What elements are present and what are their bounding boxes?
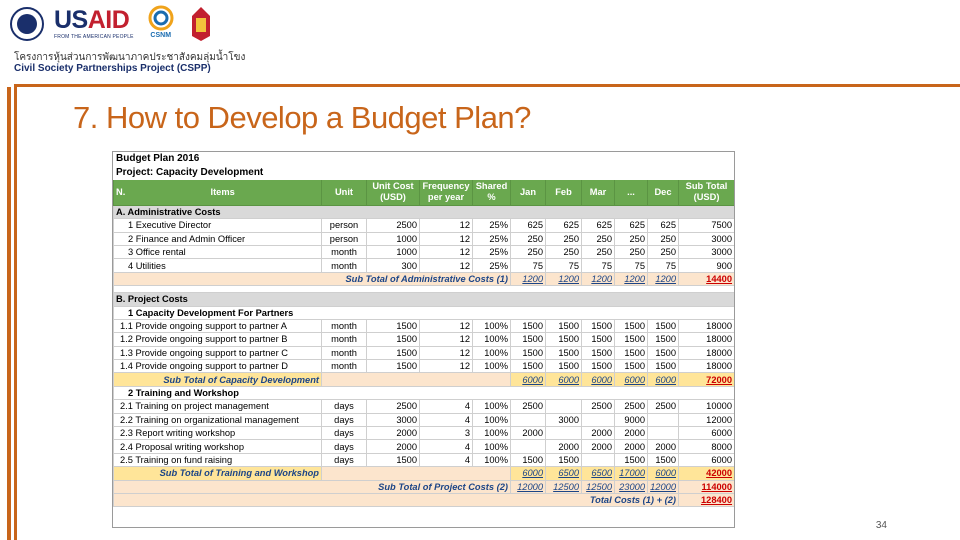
cell-jan: 625 xyxy=(511,219,546,232)
cell-mar: 2500 xyxy=(582,400,615,413)
usaid-seal-icon xyxy=(10,7,44,41)
cell-dec: 1500 xyxy=(648,319,679,332)
admin-subtotal-ellipsis: 1200 xyxy=(615,272,648,285)
cell-unit-cost: 2500 xyxy=(367,400,420,413)
group-b1-row xyxy=(114,306,735,319)
cell-unit-cost: 1500 xyxy=(367,360,420,373)
cell-ellipsis: 2000 xyxy=(615,440,648,453)
cell-unit: days xyxy=(322,427,367,440)
cell-ellipsis: 1500 xyxy=(615,346,648,359)
cell-mar: 1500 xyxy=(582,333,615,346)
cell-mar: 1500 xyxy=(582,319,615,332)
cell-jan: 250 xyxy=(511,232,546,245)
cell-item: 1.1 Provide ongoing support to partner A xyxy=(114,319,322,332)
cell-shared: 100% xyxy=(473,400,511,413)
budget-table xyxy=(113,152,735,507)
cell-item: 2.3 Report writing workshop xyxy=(114,427,322,440)
left-bar-inner xyxy=(14,87,17,540)
cell-unit-cost: 1000 xyxy=(367,232,420,245)
cell-unit-cost: 2000 xyxy=(367,427,420,440)
sheet-title: Budget Plan 2016 xyxy=(116,153,200,165)
capacity-subtotal-mar: 6000 xyxy=(582,373,615,386)
page-number: 34 xyxy=(875,520,887,531)
cell-unit-cost: 1500 xyxy=(367,453,420,466)
cell-unit: month xyxy=(322,245,367,258)
budget-spreadsheet xyxy=(112,151,735,528)
column-header-row xyxy=(114,179,735,205)
cell-unit: person xyxy=(322,232,367,245)
admin-subtotal-row xyxy=(114,272,735,285)
table-row xyxy=(114,427,735,440)
spacer-cell xyxy=(114,286,735,293)
cell-shared: 100% xyxy=(473,346,511,359)
slide-title: 7. How to Develop a Budget Plan? xyxy=(73,100,531,135)
thai-project-name: โครงการหุ้นส่วนการพัฒนาภาคประชาสังคมลุ่มน้ำโขง xyxy=(14,52,246,63)
cell-jan: 1500 xyxy=(511,346,546,359)
cell-item: 2.5 Training on fund raising xyxy=(114,453,322,466)
cell-shared: 100% xyxy=(473,440,511,453)
project-subtotal-row xyxy=(114,480,735,493)
cell-ellipsis: 625 xyxy=(615,219,648,232)
cssm-name: CSNM xyxy=(150,32,172,39)
table-row xyxy=(114,333,735,346)
col-header-subtotal: Sub Total (USD) xyxy=(679,179,735,205)
grand-total-label: Total Costs (1) + (2) xyxy=(114,493,679,506)
cell-ellipsis: 1500 xyxy=(615,333,648,346)
cell-mar xyxy=(582,413,615,426)
slide-header xyxy=(0,0,960,80)
section-b-title: B. Project Costs xyxy=(114,293,735,306)
training-subtotal-feb: 6500 xyxy=(546,467,582,480)
cell-unit: days xyxy=(322,413,367,426)
table-row xyxy=(114,259,735,272)
cell-feb: 1500 xyxy=(546,346,582,359)
cell-feb: 75 xyxy=(546,259,582,272)
cell-unit-cost: 1500 xyxy=(367,346,420,359)
capacity-subtotal-gap xyxy=(322,373,511,386)
cell-feb: 1500 xyxy=(546,360,582,373)
cell-feb: 2000 xyxy=(546,440,582,453)
cell-jan xyxy=(511,413,546,426)
usaid-tagline: FROM THE AMERICAN PEOPLE xyxy=(54,34,134,40)
cell-unit: month xyxy=(322,360,367,373)
cell-shared: 100% xyxy=(473,413,511,426)
table-row xyxy=(114,245,735,258)
spacer-row xyxy=(114,286,735,293)
cell-unit: month xyxy=(322,259,367,272)
cell-unit-cost: 2500 xyxy=(367,219,420,232)
cell-shared: 25% xyxy=(473,259,511,272)
col-header-ellipsis: ... xyxy=(615,179,648,205)
cell-dec: 1500 xyxy=(648,346,679,359)
training-subtotal-total: 42000 xyxy=(679,467,735,480)
cell-item: 1.4 Provide ongoing support to partner D xyxy=(114,360,322,373)
cell-shared: 25% xyxy=(473,219,511,232)
cell-subtotal: 8000 xyxy=(679,440,735,453)
cell-item: 1.2 Provide ongoing support to partner B xyxy=(114,333,322,346)
cell-mar: 2000 xyxy=(582,427,615,440)
cell-ellipsis: 75 xyxy=(615,259,648,272)
training-subtotal-row xyxy=(114,467,735,480)
capacity-subtotal-feb: 6000 xyxy=(546,373,582,386)
group-b2-row xyxy=(114,386,735,399)
cell-item: 3 Office rental xyxy=(114,245,322,258)
cell-unit-cost: 2000 xyxy=(367,440,420,453)
sheet-project-row xyxy=(114,166,735,179)
col-header-unit: Unit xyxy=(322,179,367,205)
admin-subtotal-label: Sub Total of Administrative Costs (1) xyxy=(114,272,511,285)
cell-subtotal: 3000 xyxy=(679,245,735,258)
admin-subtotal-total: 14400 xyxy=(679,272,735,285)
admin-subtotal-feb: 1200 xyxy=(546,272,582,285)
header-divider xyxy=(14,84,960,87)
table-row xyxy=(114,346,735,359)
cell-feb: 1500 xyxy=(546,453,582,466)
col-header-items xyxy=(114,179,322,205)
cell-feb: 250 xyxy=(546,232,582,245)
section-a-row xyxy=(114,205,735,218)
cell-feb: 625 xyxy=(546,219,582,232)
cell-dec: 75 xyxy=(648,259,679,272)
cell-shared: 25% xyxy=(473,245,511,258)
usaid-logo xyxy=(54,8,134,40)
col-header-frequency: Frequency per year xyxy=(420,179,473,205)
cell-feb: 250 xyxy=(546,245,582,258)
capacity-subtotal-jan: 6000 xyxy=(511,373,546,386)
cell-unit: days xyxy=(322,453,367,466)
cell-jan: 250 xyxy=(511,245,546,258)
cell-shared: 100% xyxy=(473,453,511,466)
cell-subtotal: 7500 xyxy=(679,219,735,232)
cell-item: 2.4 Proposal writing workshop xyxy=(114,440,322,453)
grand-total-row xyxy=(114,493,735,506)
cell-dec xyxy=(648,427,679,440)
cell-ellipsis: 250 xyxy=(615,232,648,245)
table-row xyxy=(114,453,735,466)
cell-item: 4 Utilities xyxy=(114,259,322,272)
cell-frequency: 12 xyxy=(420,333,473,346)
cell-item: 2.2 Training on organizational management xyxy=(114,413,322,426)
project-subtotal-total: 114000 xyxy=(679,480,735,493)
capacity-subtotal-row xyxy=(114,373,735,386)
cell-jan: 75 xyxy=(511,259,546,272)
capacity-subtotal-ellipsis: 6000 xyxy=(615,373,648,386)
cell-shared: 100% xyxy=(473,333,511,346)
cell-frequency: 12 xyxy=(420,346,473,359)
cell-jan: 2000 xyxy=(511,427,546,440)
cssm-swirl-icon xyxy=(147,5,175,31)
cell-jan: 1500 xyxy=(511,319,546,332)
cell-shared: 100% xyxy=(473,360,511,373)
cell-unit: month xyxy=(322,333,367,346)
group-b2-title: 2 Training and Workshop xyxy=(114,386,735,399)
cell-dec: 625 xyxy=(648,219,679,232)
cell-mar: 625 xyxy=(582,219,615,232)
cell-unit: month xyxy=(322,319,367,332)
cell-frequency: 4 xyxy=(420,453,473,466)
cell-shared: 100% xyxy=(473,427,511,440)
col-header-items-label: Items xyxy=(210,186,235,197)
cell-frequency: 3 xyxy=(420,427,473,440)
table-row xyxy=(114,400,735,413)
grand-total-value: 128400 xyxy=(679,493,735,506)
cell-subtotal: 18000 xyxy=(679,346,735,359)
cell-dec xyxy=(648,413,679,426)
cell-feb xyxy=(546,427,582,440)
cell-unit-cost: 1000 xyxy=(367,245,420,258)
cell-feb: 3000 xyxy=(546,413,582,426)
table-row xyxy=(114,360,735,373)
col-header-jan: Jan xyxy=(511,179,546,205)
col-header-unit-cost: Unit Cost (USD) xyxy=(367,179,420,205)
cell-shared: 25% xyxy=(473,232,511,245)
cell-frequency: 12 xyxy=(420,259,473,272)
capacity-subtotal-dec: 6000 xyxy=(648,373,679,386)
section-b-row xyxy=(114,293,735,306)
cell-jan: 1500 xyxy=(511,360,546,373)
cell-feb xyxy=(546,400,582,413)
cell-frequency: 4 xyxy=(420,440,473,453)
cell-jan: 1500 xyxy=(511,453,546,466)
cell-unit-cost: 1500 xyxy=(367,333,420,346)
sheet-project: Project: Capacity Development xyxy=(116,166,264,178)
cell-unit-cost: 3000 xyxy=(367,413,420,426)
cell-subtotal: 900 xyxy=(679,259,735,272)
admin-subtotal-dec: 1200 xyxy=(648,272,679,285)
table-row xyxy=(114,440,735,453)
cell-dec: 1500 xyxy=(648,453,679,466)
cell-mar: 250 xyxy=(582,232,615,245)
cell-ellipsis: 250 xyxy=(615,245,648,258)
cell-mar: 75 xyxy=(582,259,615,272)
cell-frequency: 4 xyxy=(420,400,473,413)
cell-unit: days xyxy=(322,440,367,453)
col-header-mar: Mar xyxy=(582,179,615,205)
cell-feb: 1500 xyxy=(546,333,582,346)
project-subtotal-mar: 12500 xyxy=(582,480,615,493)
cell-frequency: 12 xyxy=(420,219,473,232)
cell-mar xyxy=(582,453,615,466)
cell-jan: 1500 xyxy=(511,333,546,346)
admin-subtotal-mar: 1200 xyxy=(582,272,615,285)
cell-ellipsis: 1500 xyxy=(615,453,648,466)
cell-jan: 2500 xyxy=(511,400,546,413)
cell-dec: 2000 xyxy=(648,440,679,453)
col-header-dec: Dec xyxy=(648,179,679,205)
project-subtotal-label: Sub Total of Project Costs (2) xyxy=(114,480,511,493)
training-subtotal-ellipsis: 17000 xyxy=(615,467,648,480)
university-seal-icon xyxy=(188,6,214,42)
cell-ellipsis: 9000 xyxy=(615,413,648,426)
capacity-subtotal-total: 72000 xyxy=(679,373,735,386)
table-row xyxy=(114,219,735,232)
cell-ellipsis: 1500 xyxy=(615,319,648,332)
cell-subtotal: 3000 xyxy=(679,232,735,245)
training-subtotal-mar: 6500 xyxy=(582,467,615,480)
cell-subtotal: 18000 xyxy=(679,333,735,346)
cell-item: 1 Executive Director xyxy=(114,219,322,232)
cell-item: 2 Finance and Admin Officer xyxy=(114,232,322,245)
col-header-shared: Shared % xyxy=(473,179,511,205)
cell-dec: 1500 xyxy=(648,333,679,346)
cell-frequency: 12 xyxy=(420,319,473,332)
cell-frequency: 12 xyxy=(420,245,473,258)
col-header-feb: Feb xyxy=(546,179,582,205)
cell-dec: 1500 xyxy=(648,360,679,373)
cell-frequency: 12 xyxy=(420,232,473,245)
usaid-wordmark: USAID xyxy=(54,6,130,34)
cell-subtotal: 6000 xyxy=(679,453,735,466)
cell-mar: 1500 xyxy=(582,360,615,373)
table-row xyxy=(114,319,735,332)
capacity-subtotal-label: Sub Total of Capacity Development xyxy=(114,373,322,386)
training-subtotal-gap xyxy=(322,467,511,480)
cell-ellipsis: 2000 xyxy=(615,427,648,440)
cell-unit: person xyxy=(322,219,367,232)
cssm-logo xyxy=(144,5,178,43)
cell-subtotal: 18000 xyxy=(679,319,735,332)
cell-jan xyxy=(511,440,546,453)
project-subtotal-ellipsis: 23000 xyxy=(615,480,648,493)
cell-item: 2.1 Training on project management xyxy=(114,400,322,413)
cell-mar: 250 xyxy=(582,245,615,258)
cell-mar: 1500 xyxy=(582,346,615,359)
cell-unit-cost: 1500 xyxy=(367,319,420,332)
col-header-n: N. xyxy=(116,186,126,197)
cell-frequency: 12 xyxy=(420,360,473,373)
project-subtotal-jan: 12000 xyxy=(511,480,546,493)
sheet-title-row xyxy=(114,153,735,166)
cell-feb: 1500 xyxy=(546,319,582,332)
cell-dec: 250 xyxy=(648,245,679,258)
cell-dec: 2500 xyxy=(648,400,679,413)
cell-subtotal: 12000 xyxy=(679,413,735,426)
cell-unit-cost: 300 xyxy=(367,259,420,272)
table-row xyxy=(114,413,735,426)
training-subtotal-label: Sub Total of Training and Workshop xyxy=(114,467,322,480)
admin-subtotal-jan: 1200 xyxy=(511,272,546,285)
left-bar-outer xyxy=(7,87,11,540)
cell-ellipsis: 2500 xyxy=(615,400,648,413)
cell-item: 1.3 Provide ongoing support to partner C xyxy=(114,346,322,359)
cell-mar: 2000 xyxy=(582,440,615,453)
cell-ellipsis: 1500 xyxy=(615,360,648,373)
cell-subtotal: 18000 xyxy=(679,360,735,373)
project-subtotal-dec: 12000 xyxy=(648,480,679,493)
budget-table-body xyxy=(114,153,735,507)
project-subtotal-feb: 12500 xyxy=(546,480,582,493)
cell-dec: 250 xyxy=(648,232,679,245)
group-b1-title: 1 Capacity Development For Partners xyxy=(114,306,735,319)
training-subtotal-jan: 6000 xyxy=(511,467,546,480)
table-row xyxy=(114,232,735,245)
training-subtotal-dec: 6000 xyxy=(648,467,679,480)
project-name: Civil Society Partnerships Project (CSPP) xyxy=(14,63,211,74)
cell-shared: 100% xyxy=(473,319,511,332)
cell-unit: month xyxy=(322,346,367,359)
cell-subtotal: 6000 xyxy=(679,427,735,440)
cell-unit: days xyxy=(322,400,367,413)
cell-frequency: 4 xyxy=(420,413,473,426)
section-a-title: A. Administrative Costs xyxy=(114,205,735,218)
cell-subtotal: 10000 xyxy=(679,400,735,413)
logo-row xyxy=(10,6,214,42)
